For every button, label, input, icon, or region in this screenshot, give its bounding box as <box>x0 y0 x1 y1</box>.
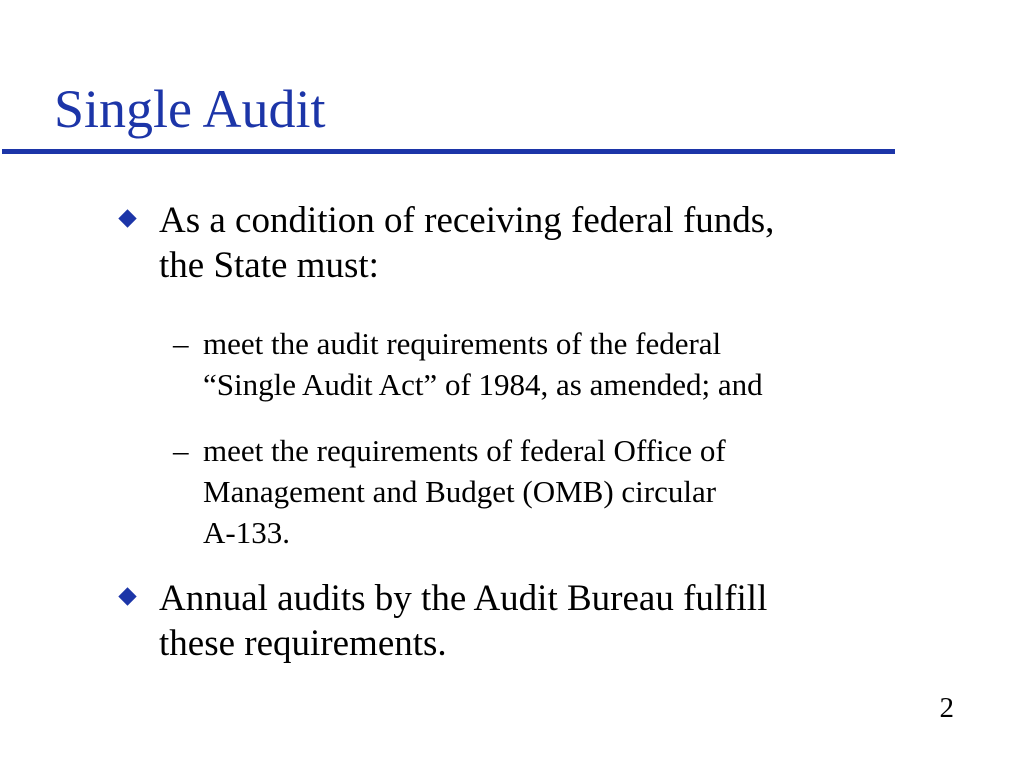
sub-bullet-line: meet the requirements of federal Office of <box>203 433 726 468</box>
blue-diamond-bullet-icon <box>118 587 136 605</box>
slide-title: Single Audit <box>54 79 326 139</box>
dash-bullet: – <box>173 326 189 361</box>
page-number: 2 <box>939 692 954 724</box>
bullet-text <box>159 198 919 288</box>
bullet-line: the State must: <box>159 245 379 286</box>
bullet-line: Annual audits by the Audit Bureau fulfill <box>159 578 768 619</box>
sub-bullet-line: meet the audit requirements of the federal <box>203 326 722 361</box>
sub-bullet-line: “Single Audit Act” of 1984, as amended; and <box>203 367 763 402</box>
sub-bullet-line: Management and Budget (OMB) circular <box>203 474 717 509</box>
title-underline <box>2 149 895 154</box>
blue-diamond-bullet-icon <box>118 209 136 227</box>
dash-bullet: – <box>173 433 189 468</box>
bullet-text <box>159 576 919 666</box>
sub-bullet-text <box>203 323 923 405</box>
sub-bullet-line: A-133. <box>203 515 290 550</box>
bullet-line: these requirements. <box>159 623 447 664</box>
bullet-line: As a condition of receiving federal funds, <box>159 200 775 241</box>
sub-bullet-text <box>203 430 923 553</box>
